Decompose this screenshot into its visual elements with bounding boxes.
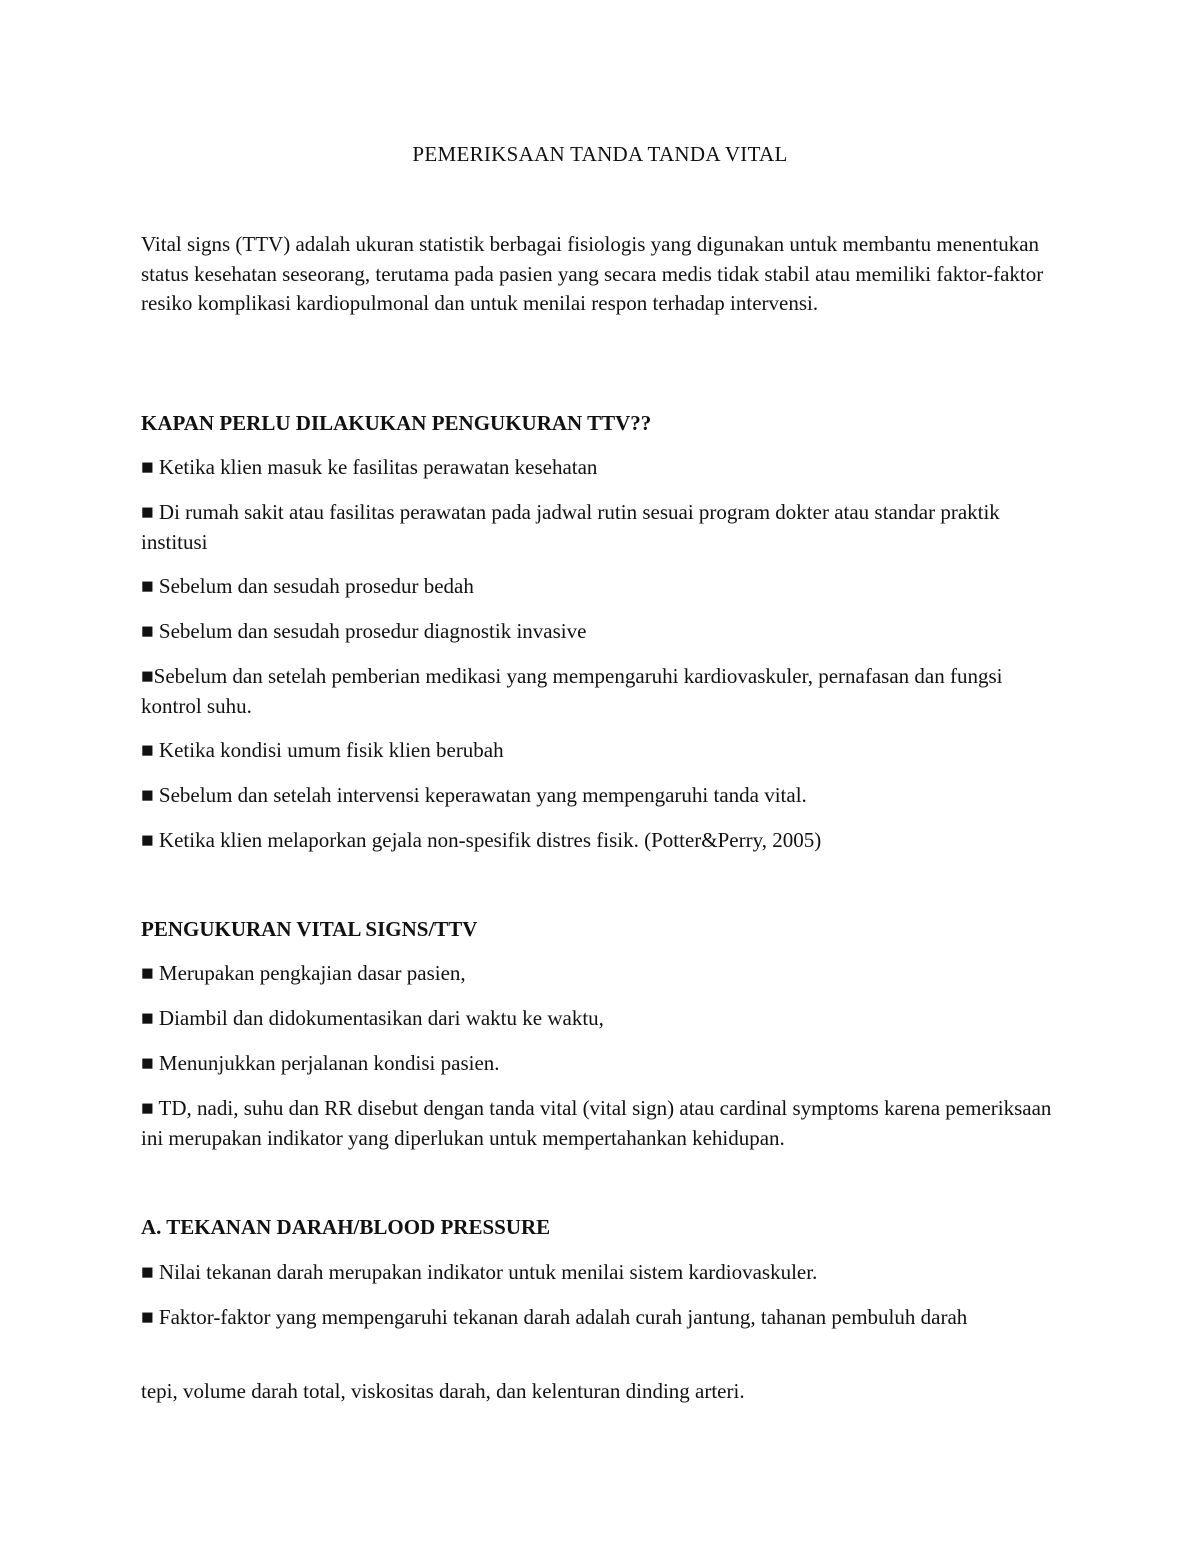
list-item: ■ Ketika klien masuk ke fasilitas perawatan kesehatan <box>141 455 598 479</box>
paragraph-continuation: tepi, volume darah total, viskositas darah, dan kelenturan dinding arteri. <box>141 1379 745 1403</box>
section-bp-heading: A. TEKANAN DARAH/BLOOD PRESSURE <box>141 1215 551 1239</box>
list-item: ■ Merupakan pengkajian dasar pasien, <box>141 961 466 985</box>
list-item: ■ Sebelum dan sesudah prosedur diagnostik invasive <box>141 619 587 643</box>
list-item: ■ Sebelum dan sesudah prosedur bedah <box>141 574 474 598</box>
list-item: ■Sebelum dan setelah pemberian medikasi yang mempengaruhi kardiovaskuler, pernafasan dan fungsi kontrol suhu. <box>141 664 1003 718</box>
list-item: ■ Faktor-faktor yang mempengaruhi tekanan darah adalah curah jantung, tahanan pembuluh darah <box>141 1305 968 1329</box>
list-item: ■ Sebelum dan setelah intervensi keperawatan yang mempengaruhi tanda vital. <box>141 783 807 807</box>
list-item: ■ Nilai tekanan darah merupakan indikator untuk menilai sistem kardiovaskuler. <box>141 1260 818 1284</box>
document-title: PEMERIKSAAN TANDA TANDA VITAL <box>412 142 788 166</box>
section-measure-heading: PENGUKURAN VITAL SIGNS/TTV <box>141 917 478 941</box>
section-when-heading: KAPAN PERLU DILAKUKAN PENGUKURAN TTV?? <box>141 411 652 435</box>
intro-paragraph: Vital signs (TTV) adalah ukuran statistik berbagai fisiologis yang digunakan untuk membantu menentukan status kesehatan seseorang, terutama pada pasien yang secara medis tidak stabil atau memiliki faktor-faktor resiko komplikasi kardiopulmonal dan untuk menilai respon terhadap intervensi. <box>141 232 1044 315</box>
list-item: ■ Diambil dan didokumentasikan dari waktu ke waktu, <box>141 1006 604 1030</box>
list-item: ■ TD, nadi, suhu dan RR disebut dengan tanda vital (vital sign) atau cardinal symptoms karena pemeriksaan ini merupakan indikator yang diperlukan untuk mempertahankan kehidupan. <box>141 1096 1052 1150</box>
list-item: ■ Ketika klien melaporkan gejala non-spesifik distres fisik. (Potter&Perry, 2005) <box>141 828 822 852</box>
list-item: ■ Ketika kondisi umum fisik klien berubah <box>141 738 504 762</box>
list-item: ■ Menunjukkan perjalanan kondisi pasien. <box>141 1051 500 1075</box>
list-item: ■ Di rumah sakit atau fasilitas perawatan pada jadwal rutin sesuai program dokter atau standar praktik institusi <box>141 500 1000 554</box>
